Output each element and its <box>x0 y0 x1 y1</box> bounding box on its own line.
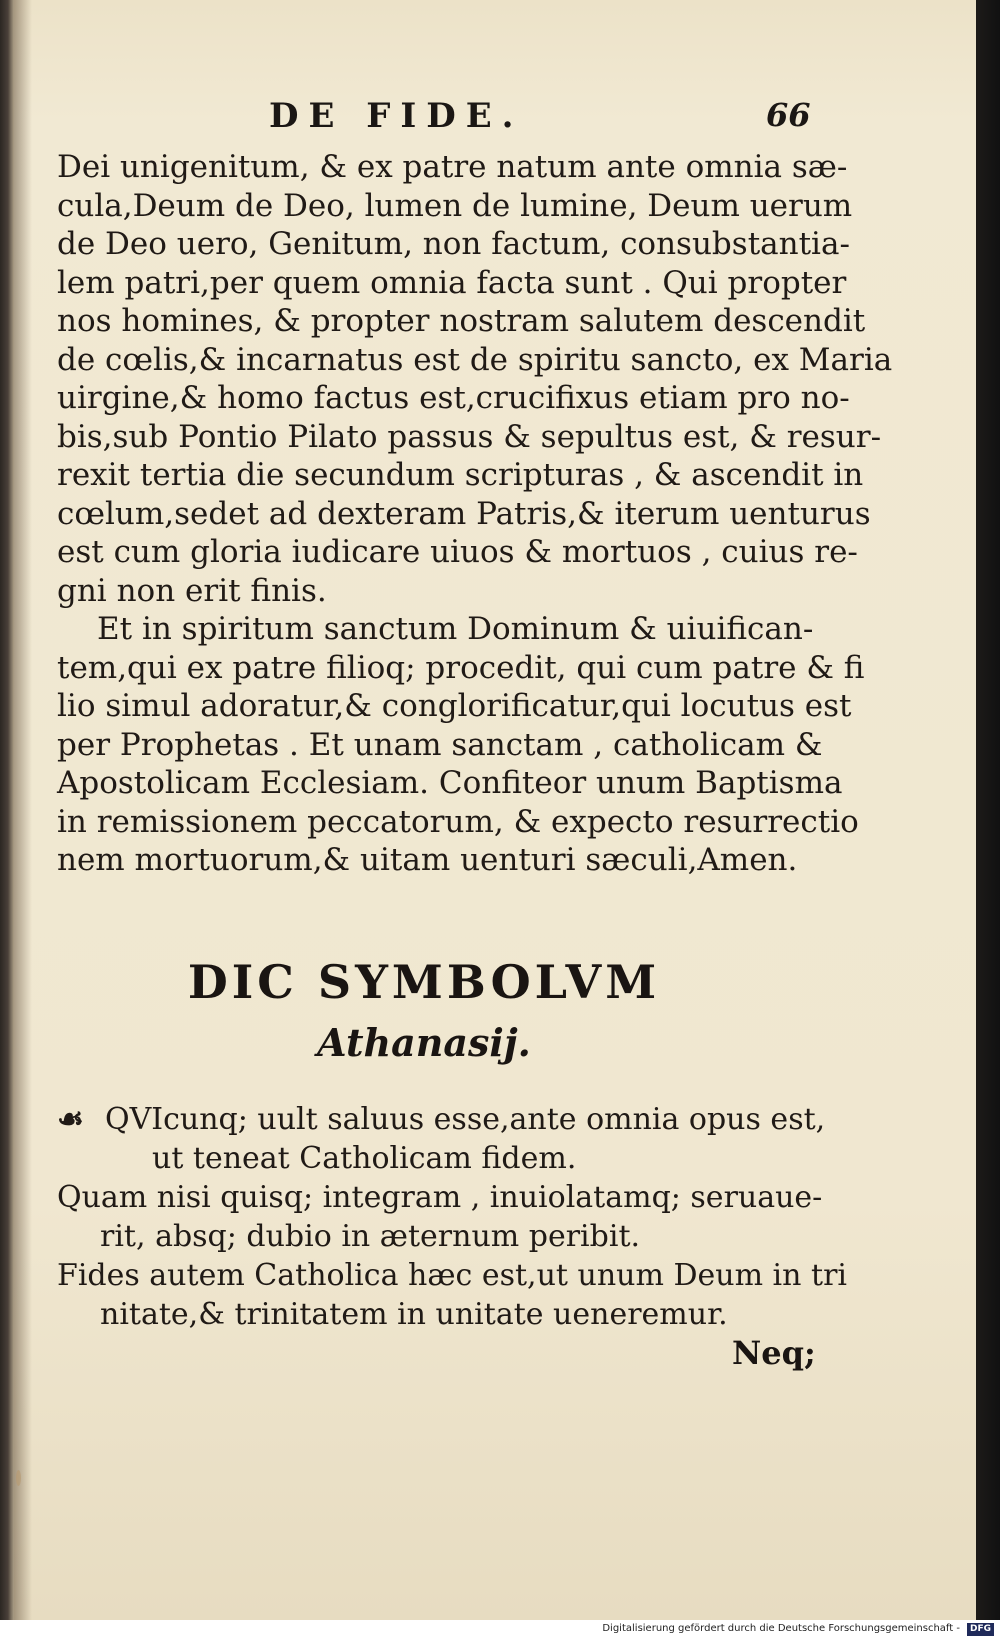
creed-line: Quam nisi quisq; integram , inuiolatamq; seruaue- <box>57 1180 823 1215</box>
footer-credit: Digitalisierung gefördert durch die Deutsche Forschungsgemeinschaft - <box>602 1623 960 1634</box>
text-line: lio simul adoratur,& conglorificatur,qui locutus est <box>57 688 852 724</box>
text-line: nem mortuorum,& uitam uenturi sæculi,Amen. <box>57 842 798 878</box>
text-line: bis,sub Pontio Pilato passus & sepultus est, & resur- <box>57 418 882 455</box>
foxing-spot <box>16 1470 21 1486</box>
text-line: cœlum,sedet ad dexteram Patris,& iterum uenturus <box>57 495 871 532</box>
text-line: Apostolicam Ecclesiam. Confiteor unum Baptisma <box>57 765 843 801</box>
folio-number: 66 <box>766 96 811 134</box>
digitization-footer <box>0 1620 1000 1640</box>
text-line: per Prophetas . Et unam sanctam , catholicam & <box>57 726 823 763</box>
creed-line-first <box>57 1100 826 1139</box>
body-text <box>57 148 893 880</box>
creed-line: nitate,& trinitatem in unitate ueneremur. <box>100 1297 728 1332</box>
creed-line: ut teneat Catholicam fidem. <box>152 1141 577 1176</box>
section-heading: DIC SYMBOLVM <box>187 955 661 1009</box>
text-line: est cum gloria iudicare uiuos & mortuos , cuius re- <box>57 534 858 570</box>
text-line: cula,Deum de Deo, lumen de lumine, Deum uerum <box>57 187 853 224</box>
creed-line: rit, absq; dubio in æternum peribit. <box>100 1219 641 1254</box>
text-line: uirgine,& homo factus est,crucifixus etiam pro no- <box>57 380 850 416</box>
text-line: de cœlis,& incarnatus est de spiritu sancto, ex Maria <box>57 341 893 378</box>
text-line: nos homines, & propter nostram salutem descendit <box>57 303 866 339</box>
text-line: rexit tertia die secundum scripturas , & ascendit in <box>57 457 864 493</box>
text-line: in remissionem peccatorum, & expecto resurrectio <box>57 803 859 840</box>
section-subheading: Athanasij. <box>317 1020 531 1065</box>
text-line: gni non erit finis. <box>57 572 327 609</box>
gutter-shadow <box>14 0 32 1620</box>
running-head: DE FIDE. <box>269 96 524 136</box>
text-line: lem patri,per quem omnia facta sunt . Qui propter <box>57 264 847 301</box>
book-page <box>14 0 976 1620</box>
catchword: Neq; <box>732 1334 816 1372</box>
creed-line: Fides autem Catholica hæc est,ut unum Deum in tri <box>57 1258 848 1293</box>
text-line: de Deo uero, Genitum, non factum, consubstantia- <box>57 226 850 262</box>
text-line: tem,qui ex patre filioq; procedit, qui cum patre & fi <box>57 649 865 686</box>
text-line-paragraph-start: Et in spiritum sanctum Dominum & uiuifican- <box>97 611 814 647</box>
pilcrow-icon: ☙ <box>57 1102 84 1137</box>
creed-line-text: QVIcunq; uult saluus esse,ante omnia opus est, <box>105 1102 826 1137</box>
creed-text <box>57 1100 848 1334</box>
text-line: Dei unigenitum, & ex patre natum ante omnia sæ- <box>57 149 848 185</box>
dfg-logo: DFG <box>967 1623 994 1636</box>
